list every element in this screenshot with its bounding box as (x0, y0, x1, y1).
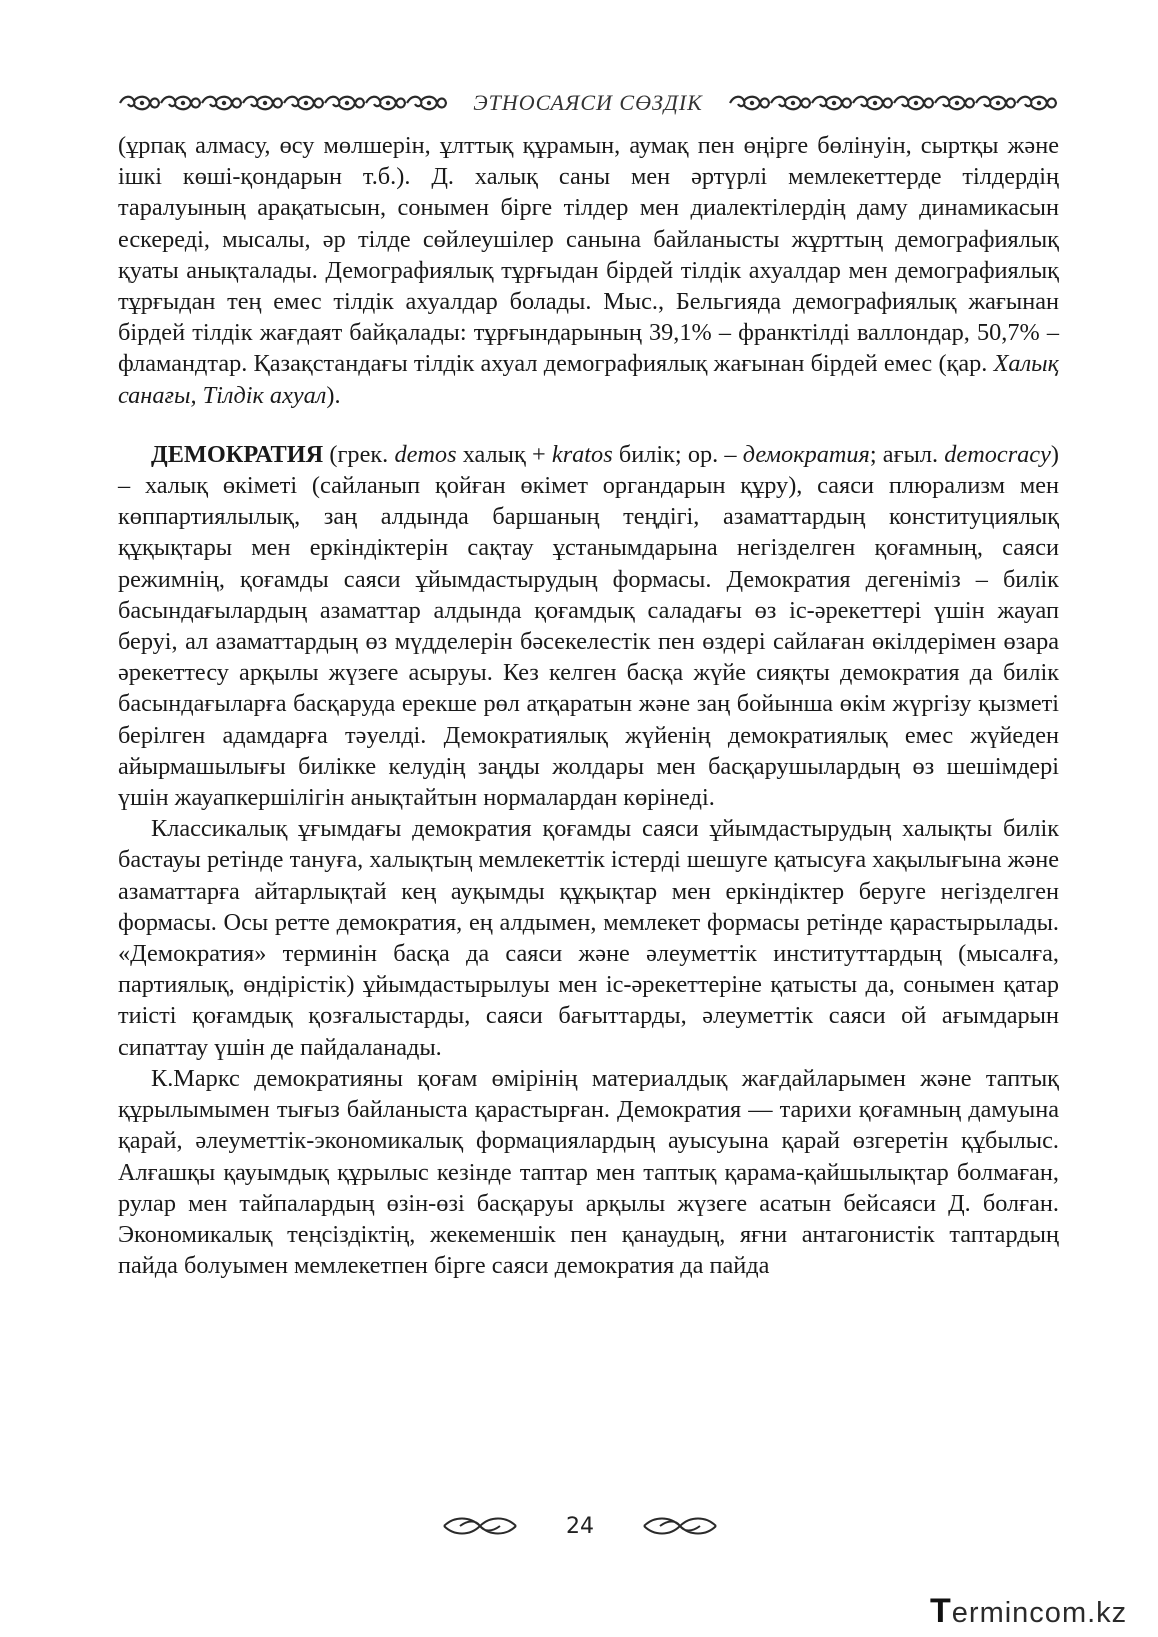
watermark-initial: T (930, 1592, 952, 1630)
etymology-word: democracy (944, 440, 1051, 468)
entry-democracy (118, 439, 1059, 813)
etymology-word: демократия (742, 440, 870, 468)
header-title: ЭТНОСАЯСИ СӨЗДІК (473, 90, 703, 115)
page-number: 24 (566, 1513, 594, 1539)
paragraph-text: (ұрпақ алмасу, өсу мөлшерін, ұлттық құрамын, аумақ пен өңірге бөлінуін, сыртқы және ішкі көші-қондарын т.б.). Д. халық саны мен әртүрлі мемлекеттерде тілдердің таралуының арақатысын, сонымен бірге тілдер мен диалектілердің даму динамикасын ескереді, мысалы, әр тілде сөйлеушілер санына байланысты жұрттың демографиялық қуаты анықталады. Демографиялық тұрғыдан бірдей тілдік ахуалдар мен демографиялық тұрғыдан тең емес тілдік ахуалдар болады. Мыс., Бельгияда демографиялық жағынан бірдей тілдік жағдаят байқалады: тұрғындарының 39,1% – франктілді валлондар, 50,7% – фламандтар. Қазақстандағы тілдік ахуал демографиялық жағынан бірдей емес (қар. (118, 132, 1059, 378)
etymology-text: (грек. (323, 440, 395, 468)
watermark-logo (930, 1592, 1140, 1628)
definition-text: ) – халық өкіметі (сайланып қойған өкімет органдарын құру), саяси плюрализм мен көппартиялылық, заң алдында баршаның теңдігі, азаматтардың конституциялық құқықтары мен еркіндіктерін сақтау ұстанымдарына негізделген қоғамның, саяси режимнің, қоғамды саяси ұйымдастырудың формасы. Демократия дегеніміз – билік басындағылардың азаматтар алдында қоғамдық саладағы өз іс-әрекеттері үшін жауап беруі, ал азаматтардың өз мүдделерін бәсекелестік пен өздері сайлаған өкілдерімен өзара әрекеттесу арқылы жүзеге асыруы. Кез келген басқа жүйе сияқты демократия да билік басындағыларға басқаруда ерекше рөл атқаратын және заң бойынша өкім жүргізу қызметі берілген адамдарға тәуелді. Демократиялық жүйенің демократиялық емес жүйеден айырмашылығы билікке келудің заңды жолдары мен басқарушылардың өз шешімдері үшін жауапкершілігін анықтайтын нормалардан көрінеді. (118, 440, 1059, 812)
cross-reference: Халық санағы, Тілдік ахуал (118, 350, 1059, 409)
flourish-right-icon (640, 1513, 720, 1539)
entry-term: ДЕМОКРАТИЯ (151, 440, 324, 468)
ornament-band-right-icon (728, 93, 1058, 113)
paragraph-end: ). (326, 381, 341, 409)
etymology-text: билік; ор. – (612, 440, 743, 468)
body-paragraph: К.Маркс демократияны қоғам өмірінің материалдық жағдайларымен және таптық құрылымымен тығыз байланыста қарастырған. Демократия — тарихи қоғамның дамуына қарай, әлеуметтік-экономикалық формациялардың ауысуына қарай өзгеретін құбылыс. Алғашқы қауымдық құрылыс кезінде таптар мен таптық қарама-қайшылықтар болмаған, рулар мен тайпалардың өзін-өзі басқаруы арқылы жүзеге асатын бейсаяси Д. болған. Экономикалық теңсіздіктің, жекеменшік пен қанаудың, яғни антагонистік таптардың пайда болуымен мемлекетпен бірге саяси демократия да пайда (118, 1064, 1059, 1280)
page-footer (440, 1510, 720, 1542)
body-paragraph: Классикалық ұғымдағы демократия қоғамды саяси ұйымдастырудың халықты билік бастауы ретінде тануға, халықтың мемлекеттік істерді шешуге қатысуға хақылығына және азаматтарға айтарлықтай кең ауқымды құқықтар мен еркіндіктер беруге негізделген формасы. Осы ретте демократия, ең алдымен, мемлекет формасы ретінде қарастырылады. «Демократия» терминін басқа да саяси және әлеуметтік институттардың (мысалға, партиялық, өндірістік) ұйымдастырылуы мен іс-әрекеттеріне қатысты да, сонымен қатар тиісті қоғамдық қозғалыстарды, саяси бағыттарды, әлеуметтік саяси ой ағымдарын сипаттау үшін де пайдаланады. (118, 815, 1059, 1061)
ornament-band-left-icon (118, 93, 448, 113)
page-body (118, 130, 1059, 1281)
watermark-text: erminc (951, 1597, 1045, 1629)
etymology-word: kratos (551, 440, 613, 468)
etymology-text: халық + (456, 440, 552, 468)
continuation-paragraph (118, 130, 1059, 411)
running-header (118, 88, 1058, 118)
etymology-word: demos (394, 440, 457, 468)
watermark-suffix: m.kz (1061, 1597, 1128, 1629)
etymology-text: ; ағыл. (869, 440, 945, 468)
flourish-left-icon (440, 1513, 520, 1539)
watermark-o: o (1044, 1597, 1062, 1629)
